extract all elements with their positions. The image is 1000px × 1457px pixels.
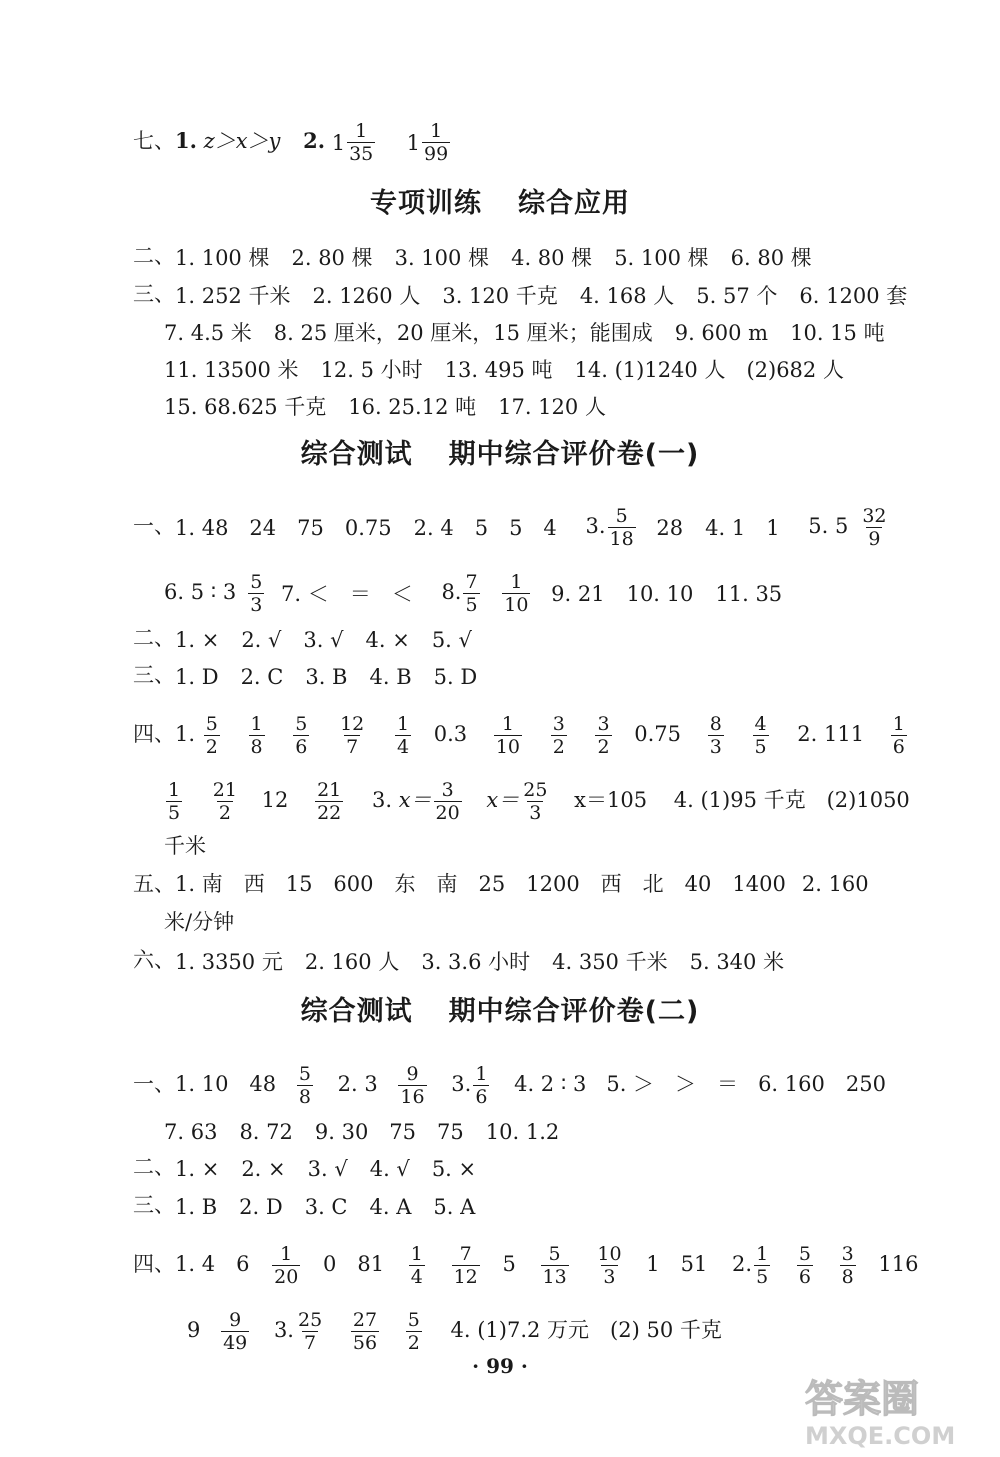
t1-section-5-line1: 五、1. 南 西 15 600 东 南 25 1200 西 北 40 1400 2. 160 <box>133 872 869 896</box>
t2-section-1-line2: 7. 63 8. 72 9. 30 75 75 10. 1.2 <box>164 1119 560 1144</box>
watermark-text: 答案圈 <box>805 1377 920 1421</box>
t1-section-4-cont: 千米 <box>164 834 206 858</box>
watermark-logo <box>795 1370 995 1450</box>
zx-section-3-line2: 7. 4.5 米 8. 25 厘米，20 厘米，15 厘米；能围成 9. 600 m 10. 15 吨 <box>164 320 885 345</box>
heading-midterm-2: 综合测试 期中综合评价卷(二) <box>300 996 700 1027</box>
zx-section-2: 二、1. 100 棵 2. 80 棵 3. 100 棵 4. 80 棵 5. 100 棵 6. 80 棵 <box>133 244 812 270</box>
t1-section-1-line1: 一、1. 48 24 75 0.75 2. 4 5 5 4 3. $\frac{5}{18}$ 28 4. 1 1 5. 5 $\frac{32}{9}$ <box>133 505 887 550</box>
t1-section-3: 三、1. D 2. C 3. B 4. B 5. D <box>133 663 478 689</box>
watermark-domain: MXQE.COM <box>805 1422 956 1450</box>
t2-section-3: 三、1. B 2. D 3. C 4. A 5. A <box>133 1193 476 1219</box>
page-number: · 99 · <box>472 1354 528 1378</box>
zx-section-3-line1: 三、1. 252 千米 2. 1260 人 3. 120 千克 4. 168 人 5. 57 个 6. 1200 套 <box>133 282 908 308</box>
zx-section-3-line3: 11. 13500 米 12. 5 小时 13. 495 吨 14. (1)1240 人 (2)682 人 <box>164 357 844 382</box>
section-label: 七、 <box>133 129 175 153</box>
t1-section-6: 六、1. 3350 元 2. 160 人 3. 3.6 小时 4. 350 千米 5. 340 米 <box>133 948 785 974</box>
section-7-line: 七、1. z＞x＞y 2. 1 $\frac{1}{35}$ 1 $\frac{1}{99}$ <box>133 120 452 165</box>
t2-section-2: 二、1. × 2. × 3. √ 4. √ 5. × <box>133 1155 477 1181</box>
t1-section-4-line2: $\frac{1}{5}$ $\frac{21}{2}$ 12 $\frac{21}{22}$ 3. x＝ $\frac{3}{20}$ x＝ $\frac{25}{3}$ x＝105 4. (1)95 千克 (2)1050 <box>168 779 910 824</box>
t1-section-4-line1: 四、1. $\frac{5}{2}$ $\frac{1}{8}$ $\frac{5}{6}$ $\frac{12}{7}$ $\frac{1}{4}$ 0.3 $\frac{1}{10}$ $\frac{3}{2}$ $\frac{3}{2}$ 0.75 $\frac{8}{3}$ $\frac{4}{5}$ 2. 111 $\frac{1}{6}$ <box>133 713 905 758</box>
t2-section-1-line1: 一、1. 10 48 $\frac{5}{8}$ 2. 3 $\frac{9}{16}$ 3. $\frac{1}{6}$ 4. 2 ∶ 3 5. ＞ ＞ ＝ 6. 160 250 <box>133 1063 886 1108</box>
t1-section-5-cont: 米/分钟 <box>164 910 235 934</box>
inequality: z＞x＞y <box>203 129 281 153</box>
t2-section-4-line2: 9 $\frac{9}{49}$ 3. $\frac{25}{7}$ $\frac{27}{56}$ $\frac{5}{2}$ 4. (1)7.2 万元 (2) 50 千克 <box>187 1309 722 1354</box>
t2-section-4-line1: 四、1. 4 6 $\frac{1}{20}$ 0 81 $\frac{1}{4}$ $\frac{7}{12}$ 5 $\frac{5}{13}$ $\frac{10}{3}$ 1 51 2. $\frac{1}{5}$ $\frac{5}{6}$ $\frac{3}{8}$ 116 <box>133 1243 919 1288</box>
heading-midterm-1: 综合测试 期中综合评价卷(一) <box>300 439 700 470</box>
heading-special-training: 专项训练 综合应用 <box>370 188 630 219</box>
mixed-number: 1 $\frac{1}{99}$ <box>406 120 449 165</box>
mixed-number: 1 $\frac{1}{35}$ <box>331 120 374 165</box>
t1-section-2: 二、1. × 2. √ 3. √ 4. × 5. √ <box>133 626 472 652</box>
t1-section-1-line2: 6. 5 ∶ 3 $\frac{5}{3}$ 7. ＜ ＝ ＜ 8. $\frac{7}{5}$ $\frac{1}{10}$ 9. 21 10. 10 11. 35 <box>164 571 783 616</box>
zx-section-3-line4: 15. 68.625 千克 16. 25.12 吨 17. 120 人 <box>164 394 606 419</box>
